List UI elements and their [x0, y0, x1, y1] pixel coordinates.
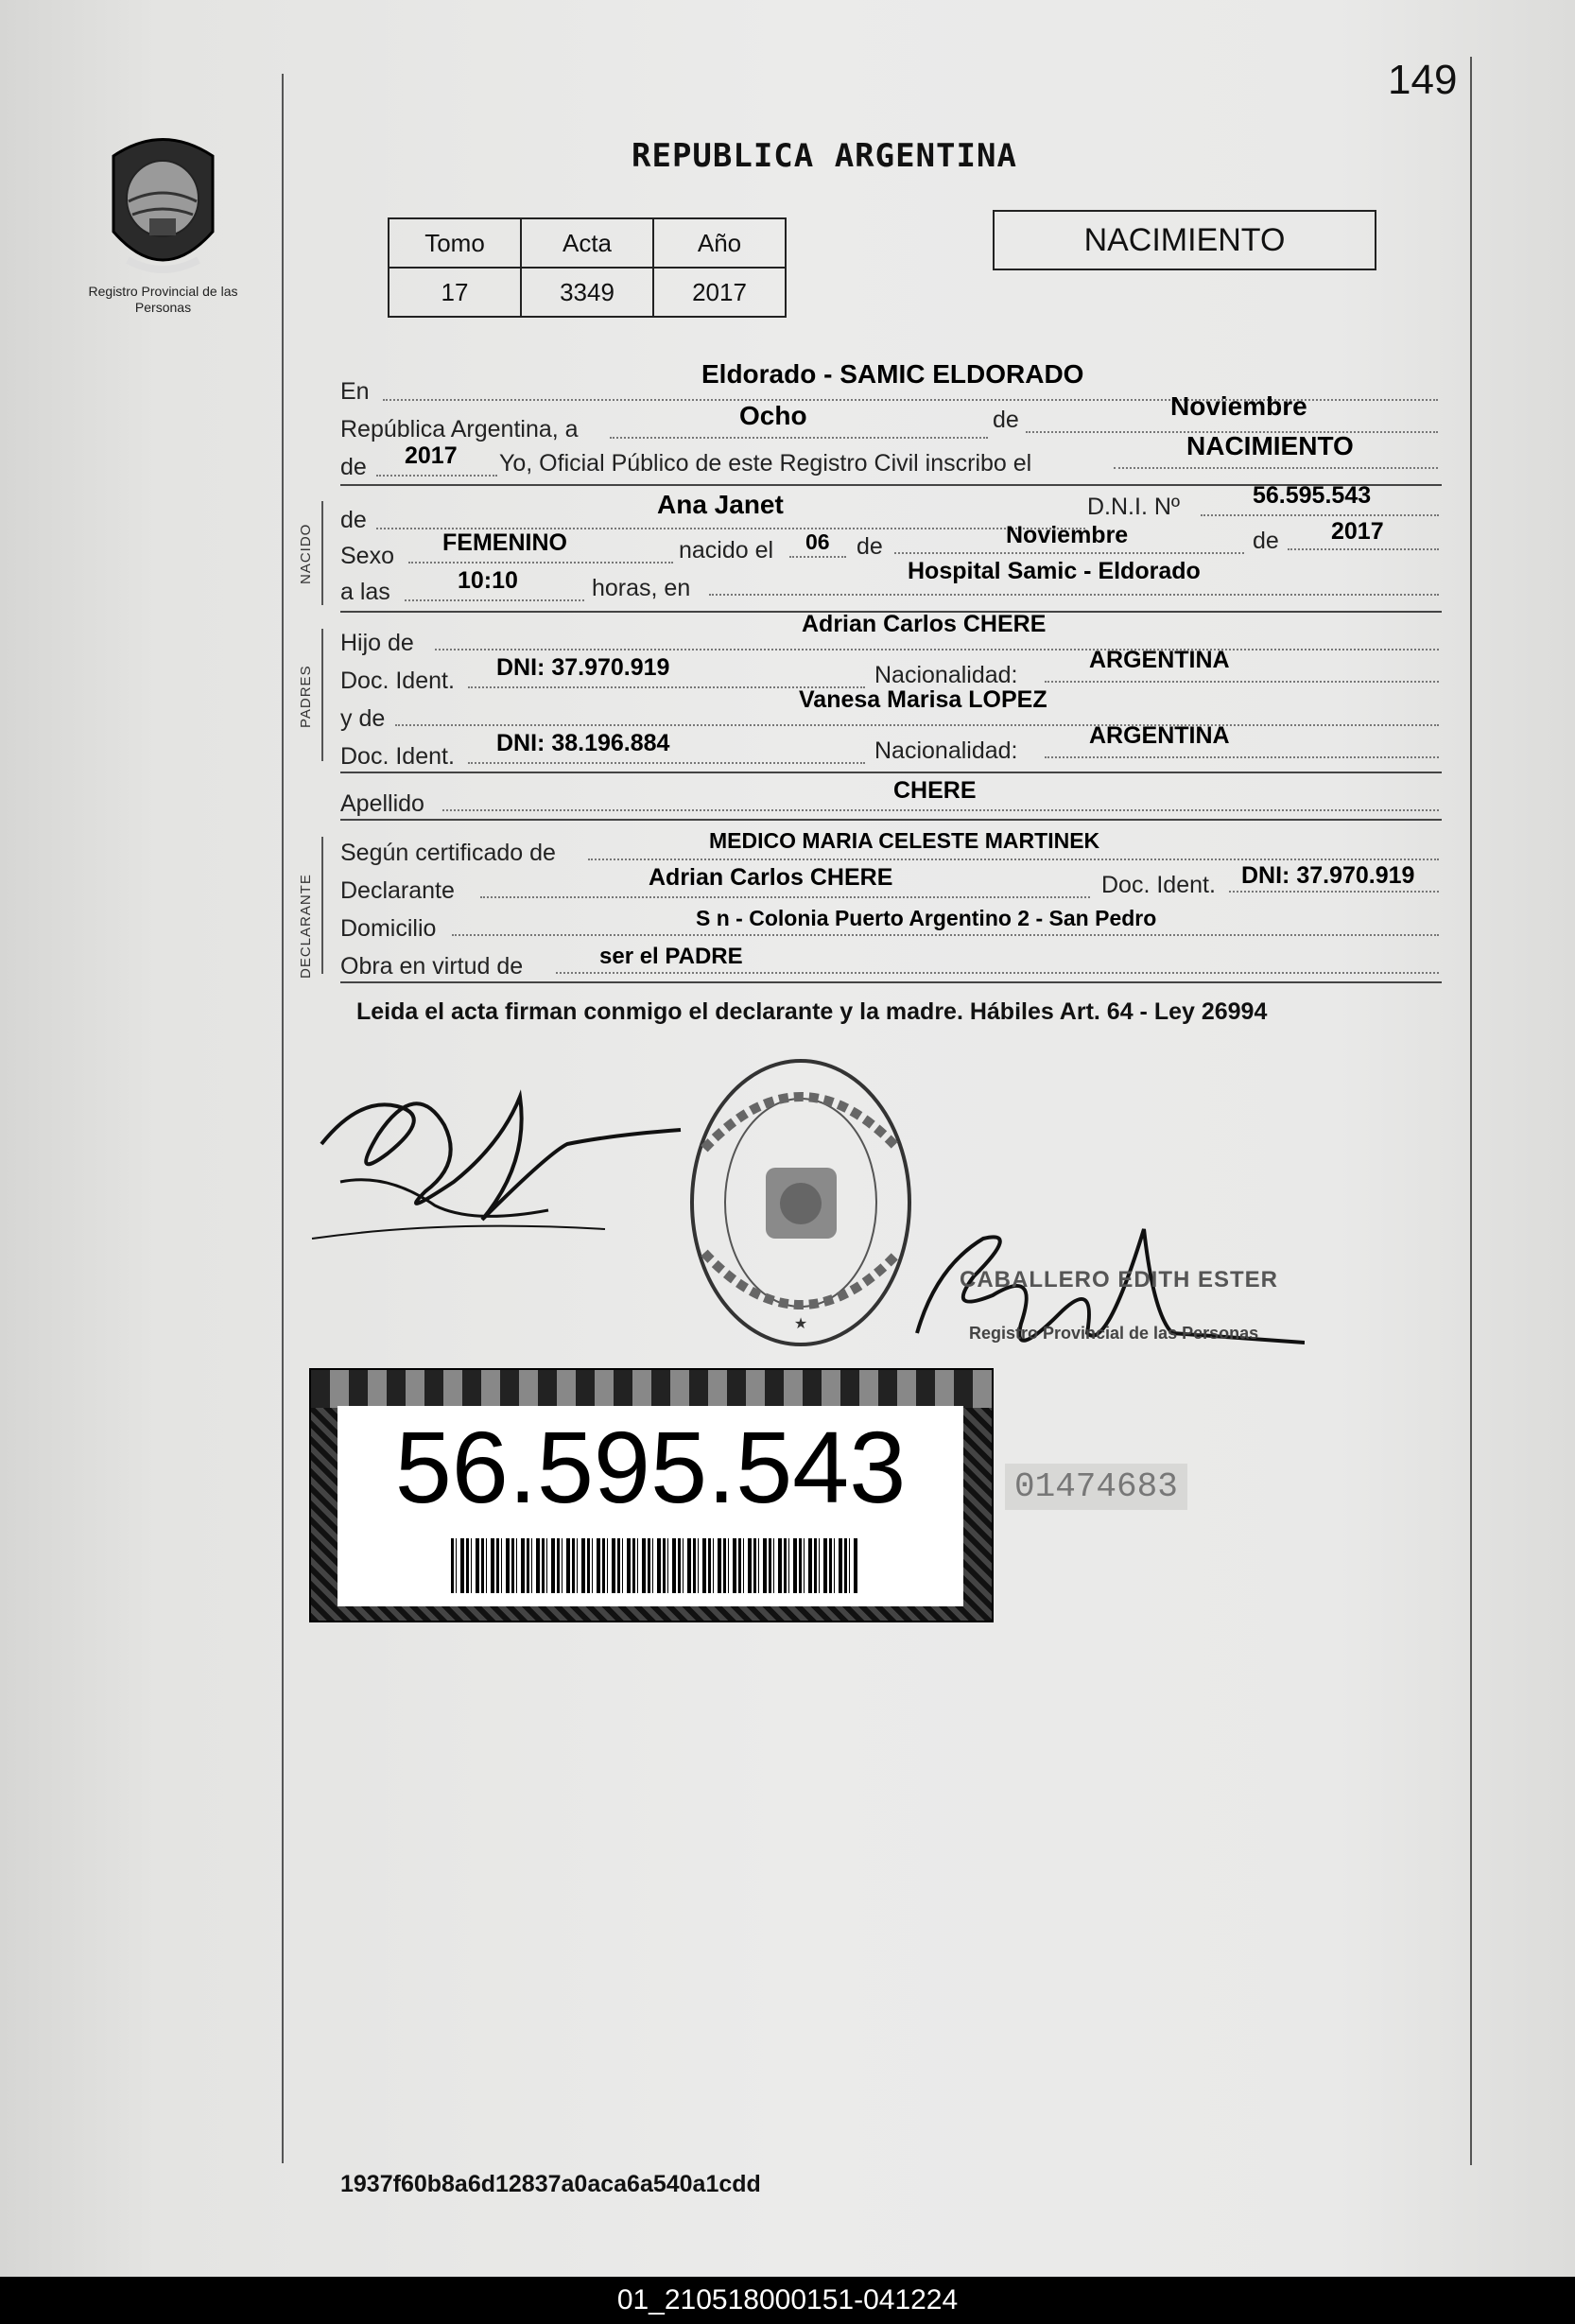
label-nac-2: Nacionalidad: [874, 737, 1018, 764]
value-day-words: Ocho [739, 401, 807, 430]
dotted-line [1288, 548, 1439, 550]
dotted-line [452, 934, 1439, 936]
label-segun: Según certificado de [340, 840, 556, 866]
label-de: de [993, 407, 1019, 433]
value-place-birth: Hospital Samic - Eldorado [908, 558, 1201, 584]
barcode-number: 56.595.543 [394, 1410, 907, 1524]
dotted-line [1045, 681, 1439, 683]
serial-number: 01474683 [1005, 1464, 1187, 1510]
barcode-bars [451, 1538, 857, 1593]
page-number: 149 [1388, 57, 1458, 103]
ref-value-anio: 2017 [653, 268, 786, 317]
label-a-las: a las [340, 579, 390, 605]
file-name-caption: 01_210518000151-041224 [0, 2277, 1575, 2324]
value-name: Ana Janet [657, 490, 784, 519]
label-y-de: y de [340, 705, 386, 732]
right-margin-line [1470, 57, 1472, 2165]
label-de-4: de [1253, 528, 1279, 554]
closing-statement: Leida el acta firman conmigo el declarante y la madre. Hábiles Art. 64 - Ley 26994 [356, 998, 1268, 1025]
value-declarant-doc: DNI: 37.970.919 [1241, 862, 1415, 889]
dotted-line [442, 809, 1439, 811]
label-dni: D.N.I. Nº [1087, 494, 1181, 520]
label-nacido: nacido el [679, 537, 774, 564]
label-domicilio: Domicilio [340, 915, 437, 942]
label-doc-1: Doc. Ident. [340, 668, 455, 694]
value-address: S n - Colonia Puerto Argentino 2 - San Pedro [696, 906, 1157, 930]
ref-header-acta: Acta [521, 218, 653, 268]
reference-table [388, 217, 787, 318]
value-birth-day: 06 [805, 529, 830, 554]
svg-text:★: ★ [793, 1316, 808, 1332]
label-de-2: de [340, 454, 367, 480]
value-dni: 56.595.543 [1253, 482, 1372, 509]
dotted-line [1229, 891, 1439, 893]
label-doc-3: Doc. Ident. [1101, 872, 1216, 898]
dotted-line [480, 896, 1090, 898]
divider [340, 819, 1442, 821]
official-stamp [685, 1054, 917, 1352]
value-father-doc: DNI: 37.970.919 [496, 654, 670, 681]
section-label-nacido: NACIDO [298, 523, 314, 584]
signature-right [908, 1210, 1305, 1380]
label-horas: horas, en [592, 575, 691, 601]
label-declarante: Declarante [340, 877, 455, 904]
value-mother-nat: ARGENTINA [1089, 722, 1230, 749]
dotted-line [709, 594, 1439, 596]
label-apellido: Apellido [340, 790, 424, 817]
value-birth-year: 2017 [1331, 518, 1384, 545]
dotted-line [395, 724, 1439, 726]
divider [340, 772, 1442, 773]
dotted-line [1045, 756, 1439, 758]
label-hijo: Hijo de [340, 630, 414, 656]
country-title: REPUBLICA ARGENTINA [632, 137, 1017, 175]
left-margin-line [282, 74, 284, 2163]
label-en: En [340, 378, 370, 405]
value-mother-doc: DNI: 38.196.884 [496, 730, 670, 756]
security-barcode-label [309, 1368, 994, 1622]
dotted-line [610, 437, 988, 439]
official-name: CABALLERO EDITH ESTER [960, 1267, 1279, 1292]
section-label-padres: PADRES [298, 665, 314, 728]
section-bracket [321, 837, 323, 974]
signature-left [303, 1040, 700, 1257]
dotted-line [468, 762, 865, 764]
value-certificate: MEDICO MARIA CELESTE MARTINEK [709, 828, 1100, 853]
section-bracket [321, 501, 323, 605]
value-year: 2017 [405, 442, 458, 469]
label-nac-1: Nacionalidad: [874, 662, 1018, 688]
ref-header-anio: Año [653, 218, 786, 268]
ref-value-tomo: 17 [389, 268, 521, 317]
dotted-line [408, 562, 673, 564]
value-sex: FEMENINO [442, 529, 567, 556]
value-inscribe: NACIMIENTO [1186, 431, 1354, 460]
section-bracket [321, 629, 323, 761]
official-title: Registro Provincial de las Personas [969, 1324, 1259, 1343]
value-capacity: ser el PADRE [599, 944, 743, 969]
dotted-line [1114, 467, 1438, 469]
value-father: Adrian Carlos CHERE [802, 611, 1047, 637]
label-de-3: de [857, 533, 883, 560]
value-declarant: Adrian Carlos CHERE [649, 864, 893, 891]
value-month: Noviembre [1170, 391, 1307, 421]
value-father-nat: ARGENTINA [1089, 647, 1230, 673]
dotted-line [376, 475, 497, 477]
label-obra: Obra en virtud de [340, 953, 524, 980]
dotted-line [894, 552, 1244, 554]
value-mother: Vanesa Marisa LOPEZ [799, 686, 1047, 713]
ref-value-acta: 3349 [521, 268, 653, 317]
security-pattern-band [311, 1370, 992, 1408]
label-yo: Yo, Oficial Público de este Registro Civil inscribo el [499, 450, 1032, 477]
value-surname: CHERE [893, 777, 977, 804]
dotted-line [1201, 514, 1439, 516]
dotted-line [556, 972, 1439, 974]
value-time: 10:10 [458, 567, 518, 594]
province-seal-logo [95, 128, 232, 284]
ref-header-tomo: Tomo [389, 218, 521, 268]
value-birth-month: Noviembre [1006, 522, 1129, 548]
barcode-panel [338, 1406, 963, 1606]
label-republica: República Argentina, a [340, 416, 579, 442]
label-de-name: de [340, 507, 367, 533]
value-place: Eldorado - SAMIC ELDORADO [701, 359, 1084, 389]
label-doc-2: Doc. Ident. [340, 743, 455, 770]
section-label-declarante: DECLARANTE [298, 874, 314, 979]
divider [340, 981, 1442, 983]
act-type-box: NACIMIENTO [993, 210, 1376, 270]
dotted-line [789, 556, 846, 558]
dotted-line [405, 599, 584, 601]
dotted-line [435, 649, 1439, 650]
dotted-line [588, 858, 1439, 860]
document-hash: 1937f60b8a6d12837a0aca6a540a1cdd [340, 2171, 761, 2197]
registry-name: Registro Provincial de las Personas [88, 284, 238, 315]
label-sexo: Sexo [340, 543, 394, 569]
